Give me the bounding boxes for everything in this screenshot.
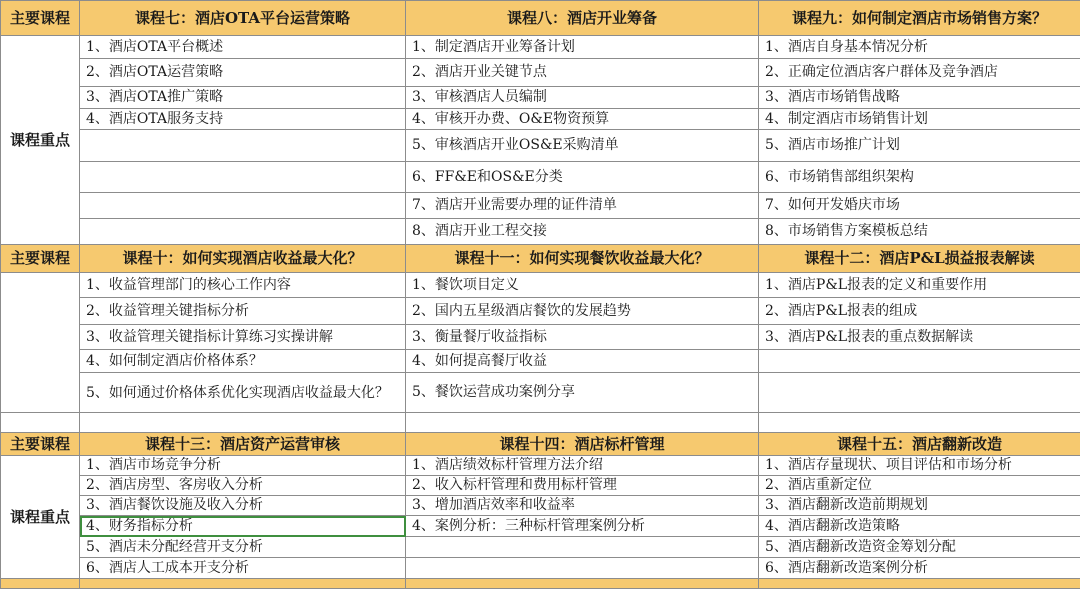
table-row (1, 162, 1080, 193)
table-cell[interactable]: 3、酒店OTA推广策略 (80, 87, 406, 109)
table-cell[interactable]: 2、收益管理关键指标分析 (80, 298, 406, 325)
table-cell[interactable]: 3、衡量餐厅收益指标 (406, 325, 759, 350)
course-title[interactable]: 课程十四：酒店标杆管理 (406, 433, 759, 456)
table-cell[interactable]: 2、酒店重新定位 (759, 476, 1080, 496)
course-title[interactable]: 课程十三：酒店资产运营审核 (80, 433, 406, 456)
table-cell[interactable]: 1、酒店市场竞争分析 (80, 456, 406, 476)
empty-cell[interactable] (759, 413, 1080, 433)
course-title[interactable]: 课程七：酒店OTA平台运营策略 (80, 1, 406, 36)
empty-cell[interactable] (406, 413, 759, 433)
table-row (1, 59, 1080, 87)
table-cell[interactable]: 6、酒店翻新改造案例分析 (759, 558, 1080, 579)
table-cell[interactable]: 4、制定酒店市场销售计划 (759, 109, 1080, 130)
table-cell[interactable]: 1、酒店绩效标杆管理方法介绍 (406, 456, 759, 476)
table-cell[interactable]: 3、酒店翻新改造前期规划 (759, 496, 1080, 516)
table-row (1, 130, 1080, 162)
table-cell[interactable] (406, 558, 759, 579)
empty-cell[interactable] (80, 413, 406, 433)
table-cell[interactable]: 6、酒店人工成本开支分析 (80, 558, 406, 579)
table-row (1, 219, 1080, 245)
table-cell[interactable] (80, 219, 406, 245)
table-cell[interactable]: 1、酒店存量现状、项目评估和市场分析 (759, 456, 1080, 476)
section-header-cell[interactable]: 主要课程 (1, 245, 80, 273)
table-row (1, 476, 1080, 496)
table-cell[interactable] (80, 193, 406, 219)
table-cell[interactable]: 2、酒店OTA运营策略 (80, 59, 406, 87)
table-cell[interactable]: 2、正确定位酒店客户群体及竞争酒店 (759, 59, 1080, 87)
block-header-row (1, 245, 1080, 273)
table-cell[interactable]: 2、收入标杆管理和费用标杆管理 (406, 476, 759, 496)
table-cell[interactable]: 1、制定酒店开业筹备计划 (406, 36, 759, 59)
table-cell[interactable]: 3、酒店餐饮设施及收入分析 (80, 496, 406, 516)
table-row (1, 496, 1080, 516)
table-cell[interactable]: 3、增加酒店效率和收益率 (406, 496, 759, 516)
table-cell[interactable] (406, 537, 759, 558)
table-row (1, 298, 1080, 325)
table-cell[interactable]: 4、审核开办费、O&E物资预算 (406, 109, 759, 130)
block-header-row (1, 433, 1080, 456)
table-cell[interactable]: 2、国内五星级酒店餐饮的发展趋势 (406, 298, 759, 325)
section-header-cell[interactable]: 主要课程 (1, 1, 80, 36)
table-cell[interactable]: 7、酒店开业需要办理的证件清单 (406, 193, 759, 219)
course-title[interactable]: 课程十一：如何实现餐饮收益最大化？ (406, 245, 759, 273)
table-cell[interactable] (80, 130, 406, 162)
table-cell[interactable]: 4、案例分析：三种标杆管理案例分析 (406, 516, 759, 537)
table-row (1, 87, 1080, 109)
table-cell[interactable]: 4、如何制定酒店价格体系？ (80, 350, 406, 373)
table-cell[interactable] (759, 373, 1080, 413)
table-cell[interactable]: 6、FF&E和OS&E分类 (406, 162, 759, 193)
table-cell[interactable]: 7、如何开发婚庆市场 (759, 193, 1080, 219)
table-cell[interactable]: 8、市场销售方案模板总结 (759, 219, 1080, 245)
table-cell[interactable]: 5、审核酒店开业OS&E采购清单 (406, 130, 759, 162)
course-title[interactable]: 课程十：如何实现酒店收益最大化？ (80, 245, 406, 273)
table-cell[interactable]: 1、酒店P&L报表的定义和重要作用 (759, 273, 1080, 298)
table-row (1, 325, 1080, 350)
course-title[interactable]: 课程八：酒店开业筹备 (406, 1, 759, 36)
empty-label-cell[interactable] (1, 273, 80, 413)
table-cell[interactable]: 5、如何通过价格体系优化实现酒店收益最大化？ (80, 373, 406, 413)
table-cell[interactable] (759, 350, 1080, 373)
table-row (1, 350, 1080, 373)
table-row (1, 373, 1080, 413)
table-cell[interactable]: 1、酒店OTA平台概述 (80, 36, 406, 59)
table-cell[interactable]: 2、酒店开业关键节点 (406, 59, 759, 87)
table-row (1, 109, 1080, 130)
table-cell[interactable]: 3、酒店P&L报表的重点数据解读 (759, 325, 1080, 350)
table-cell[interactable]: 1、收益管理部门的核心工作内容 (80, 273, 406, 298)
table-cell[interactable]: 2、酒店房型、客房收入分析 (80, 476, 406, 496)
table-cell[interactable]: 4、酒店OTA服务支持 (80, 109, 406, 130)
table-cell[interactable]: 4、如何提高餐厅收益 (406, 350, 759, 373)
focus-label[interactable]: 课程重点 (1, 36, 80, 245)
table-cell[interactable]: 6、市场销售部组织架构 (759, 162, 1080, 193)
course-title[interactable]: 课程九：如何制定酒店市场销售方案？ (759, 1, 1080, 36)
table-row (1, 36, 1080, 59)
course-title[interactable]: 课程十二：酒店P&L损益报表解读 (759, 245, 1080, 273)
table-cell[interactable]: 3、收益管理关键指标计算练习实操讲解 (80, 325, 406, 350)
table-cell[interactable]: 5、酒店翻新改造资金筹划分配 (759, 537, 1080, 558)
selected-cell[interactable]: 4、财务指标分析 (80, 516, 406, 537)
table-cell[interactable]: 2、酒店P&L报表的组成 (759, 298, 1080, 325)
spacer-row (1, 413, 1080, 433)
table-cell[interactable]: 8、酒店开业工程交接 (406, 219, 759, 245)
table-row (1, 193, 1080, 219)
table-cell[interactable]: 3、酒店市场销售战略 (759, 87, 1080, 109)
empty-cell[interactable] (1, 413, 80, 433)
focus-label[interactable]: 课程重点 (1, 456, 80, 579)
table-cell[interactable]: 5、酒店市场推广计划 (759, 130, 1080, 162)
block-header-row (1, 1, 1080, 36)
table-cell[interactable]: 4、酒店翻新改造策略 (759, 516, 1080, 537)
table-cell[interactable]: 3、审核酒店人员编制 (406, 87, 759, 109)
table-cell[interactable]: 1、酒店自身基本情况分析 (759, 36, 1080, 59)
table-cell[interactable] (80, 162, 406, 193)
table-cell[interactable]: 5、餐饮运营成功案例分享 (406, 373, 759, 413)
section-header-cell[interactable]: 主要课程 (1, 433, 80, 456)
table-row (1, 516, 1080, 537)
table-row (1, 456, 1080, 476)
table-row (1, 273, 1080, 298)
table-cell[interactable]: 5、酒店未分配经营开支分析 (80, 537, 406, 558)
table-cell[interactable]: 1、餐饮项目定义 (406, 273, 759, 298)
course-title[interactable]: 课程十五：酒店翻新改造 (759, 433, 1080, 456)
table-row (1, 558, 1080, 579)
table-row (1, 537, 1080, 558)
